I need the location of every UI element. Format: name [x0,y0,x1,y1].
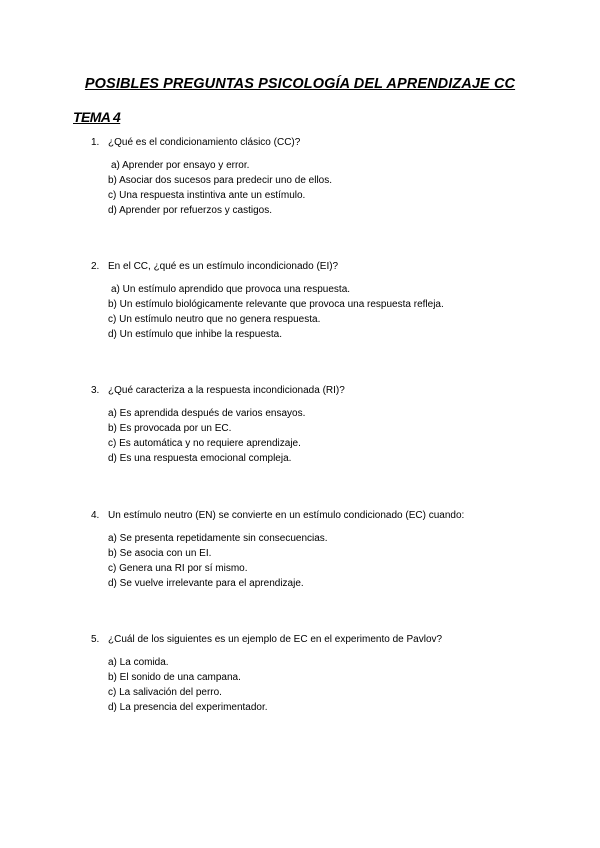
question-number: 2. [91,261,100,272]
question-number: 1. [91,137,100,148]
question-number: 5. [91,634,100,645]
question-text: ¿Qué es el condicionamiento clásico (CC)? [108,137,301,148]
answer-options [108,532,328,592]
option-a: a) Aprender por ensayo y error. [111,160,250,171]
question-text: En el CC, ¿qué es un estímulo incondicionado (EI)? [108,261,339,272]
option-d: d) Se vuelve irrelevante para el aprendizaje. [108,577,304,589]
question-text: ¿Qué caracteriza a la respuesta incondicionada (RI)? [108,385,345,396]
option-d: d) Es una respuesta emocional compleja. [108,452,292,464]
answer-options [108,407,305,467]
question-number: 3. [91,385,100,396]
option-d: d) La presencia del experimentador. [108,701,268,713]
question-stem [91,137,300,149]
option-d: d) Un estímulo que inhibe la respuesta. [108,328,282,340]
answer-options [108,283,444,343]
option-c: c) Un estímulo neutro que no genera respuesta. [108,313,321,325]
answer-options [108,656,268,716]
option-c: c) Es automática y no requiere aprendizaje. [108,437,301,449]
option-d: d) Aprender por refuerzos y castigos. [108,204,272,216]
option-b: b) Asociar dos sucesos para predecir uno de ellos. [108,174,333,186]
question-text: Un estímulo neutro (EN) se convierte en un estímulo condicionado (EC) cuando: [108,510,465,521]
option-b: b) Se asocia con un EI. [108,547,212,559]
option-c: c) Genera una RI por sí mismo. [108,562,248,574]
option-a: a) Es aprendida después de varios ensayos. [108,408,306,419]
option-b: b) Es provocada por un EC. [108,422,232,434]
question-stem [91,261,338,273]
question-stem [91,385,345,397]
option-a: a) Un estímulo aprendido que provoca una respuesta. [111,284,351,295]
question-stem [91,634,442,646]
question-text: ¿Cuál de los siguientes es un ejemplo de EC en el experimento de Pavlov? [108,634,443,645]
option-a: a) Se presenta repetidamente sin consecuencias. [108,533,328,544]
option-a: a) La comida. [108,657,169,668]
option-c: c) Una respuesta instintiva ante un estímulo. [108,189,306,201]
option-b: b) Un estímulo biológicamente relevante que provoca una respuesta refleja. [108,298,444,310]
option-c: c) La salivación del perro. [108,686,222,698]
page-title: POSIBLES PREGUNTAS PSICOLOGÍA DEL APRENDIZAJE CC [84,76,516,92]
answer-options [108,159,332,219]
section-heading: TEMA 4 [73,109,121,125]
option-b: b) El sonido de una campana. [108,671,241,683]
question-stem [91,510,464,522]
question-number: 4. [91,510,100,521]
